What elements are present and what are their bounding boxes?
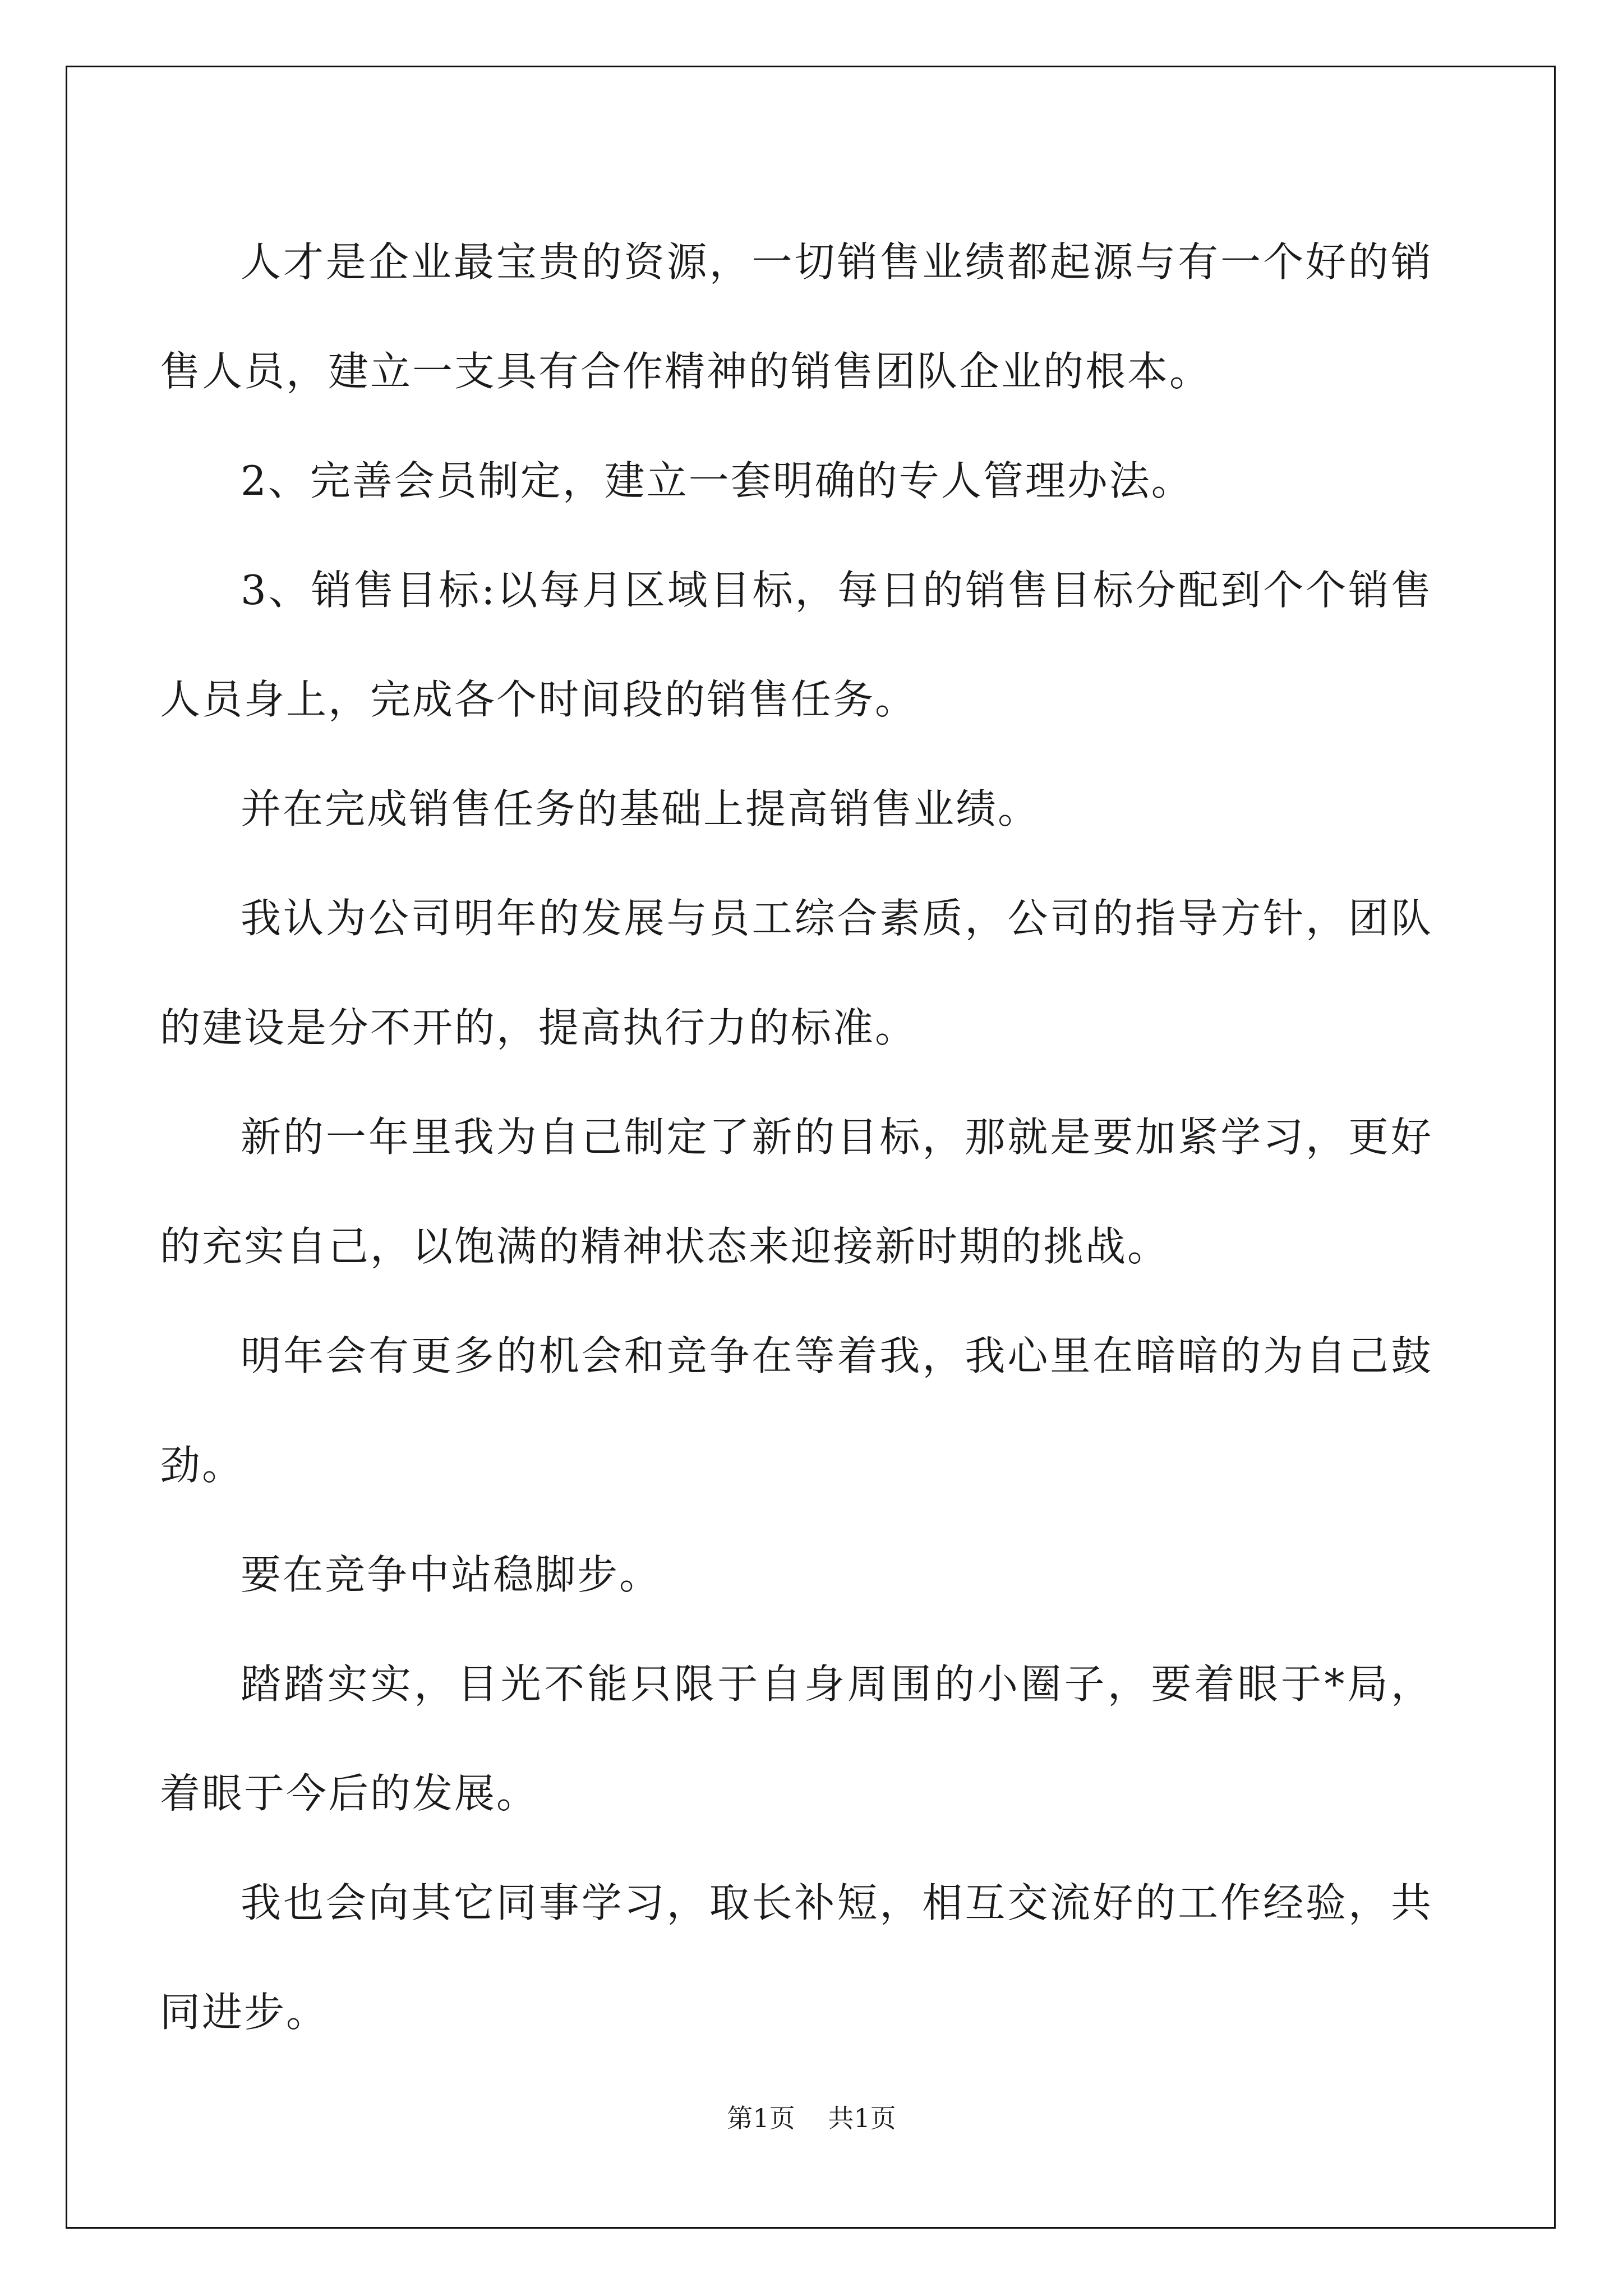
paragraph: 并在完成销售任务的基础上提高销售业绩。: [241, 785, 1040, 832]
paragraph: 我也会向其它同事学习，取长补短，相互交流好的工作经验，共同进步。: [160, 1879, 1433, 2036]
paragraph: 明年会有更多的机会和竞争在等着我，我心里在暗暗的为自己鼓劲。: [160, 1332, 1433, 1489]
page-footer: [0, 2098, 1623, 2135]
paragraph: 要在竞争中站稳脚步。: [241, 1551, 662, 1598]
paragraph: 踏踏实实，目光不能只限于自身周围的小圈子，要着眼于*局，着眼于今后的发展。: [160, 1660, 1433, 1817]
document-body: [160, 208, 1433, 2067]
paragraph: 人才是企业最宝贵的资源，一切销售业绩都起源与有一个好的销售人员，建立一支具有合作精神的销售团队企业的根本。: [160, 238, 1433, 395]
paragraph: 新的一年里我为自己制定了新的目标，那就是要加紧学习，更好的充实自己，以饱满的精神状态来迎接新时期的挑战。: [160, 1114, 1433, 1270]
paragraph: 我认为公司明年的发展与员工综合素质，公司的指导方针，团队的建设是分不开的，提高执行力的标准。: [160, 895, 1433, 1051]
paragraph: 3、销售目标:以每月区域目标，每日的销售目标分配到个个销售人员身上，完成各个时间段的销售任务。: [160, 567, 1433, 723]
paragraph: 2、完善会员制定，建立一套明确的专人管理办法。: [241, 457, 1193, 504]
page-number-current: 第1页: [727, 2103, 795, 2133]
page-number-total: 共1页: [828, 2103, 896, 2133]
